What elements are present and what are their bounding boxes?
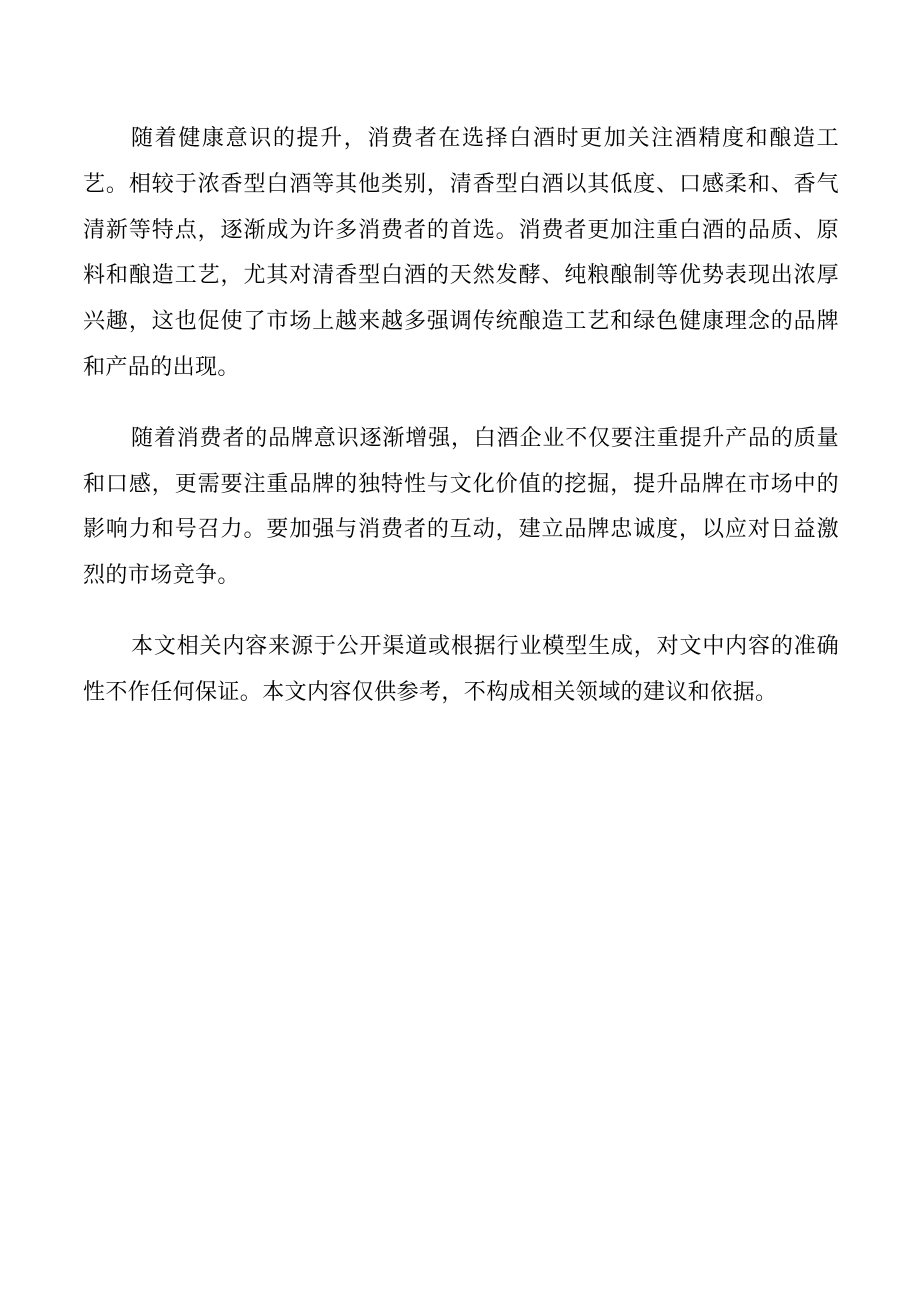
paragraph-disclaimer: 本文相关内容来源于公开渠道或根据行业模型生成，对文中内容的准确性不作任何保证。本文内容仅供参考，不构成相关领域的建议和依据。 (83, 633, 839, 705)
document-body (83, 116, 839, 741)
paragraph-consumer-health: 随着健康意识的提升，消费者在选择白酒时更加关注酒精度和酿造工艺。相较于浓香型白酒等其他类别，清香型白酒以其低度、口感柔和、香气清新等特点，逐渐成为许多消费者的首选。消费者更加注重白酒的品质、原料和酿造工艺，尤其对清香型白酒的天然发酵、纯粮酿制等优势表现出浓厚兴趣，这也促使了市场上越来越多强调传统酿造工艺和绿色健康理念的品牌和产品的出现。 (83, 126, 839, 380)
paragraph-brand-awareness: 随着消费者的品牌意识逐渐增强，白酒企业不仅要注重提升产品的质量和口感，更需要注重品牌的独特性与文化价值的挖掘，提升品牌在市场中的影响力和号召力。要加强与消费者的互动，建立品牌忠诚度，以应对日益激烈的市场竞争。 (83, 425, 839, 589)
